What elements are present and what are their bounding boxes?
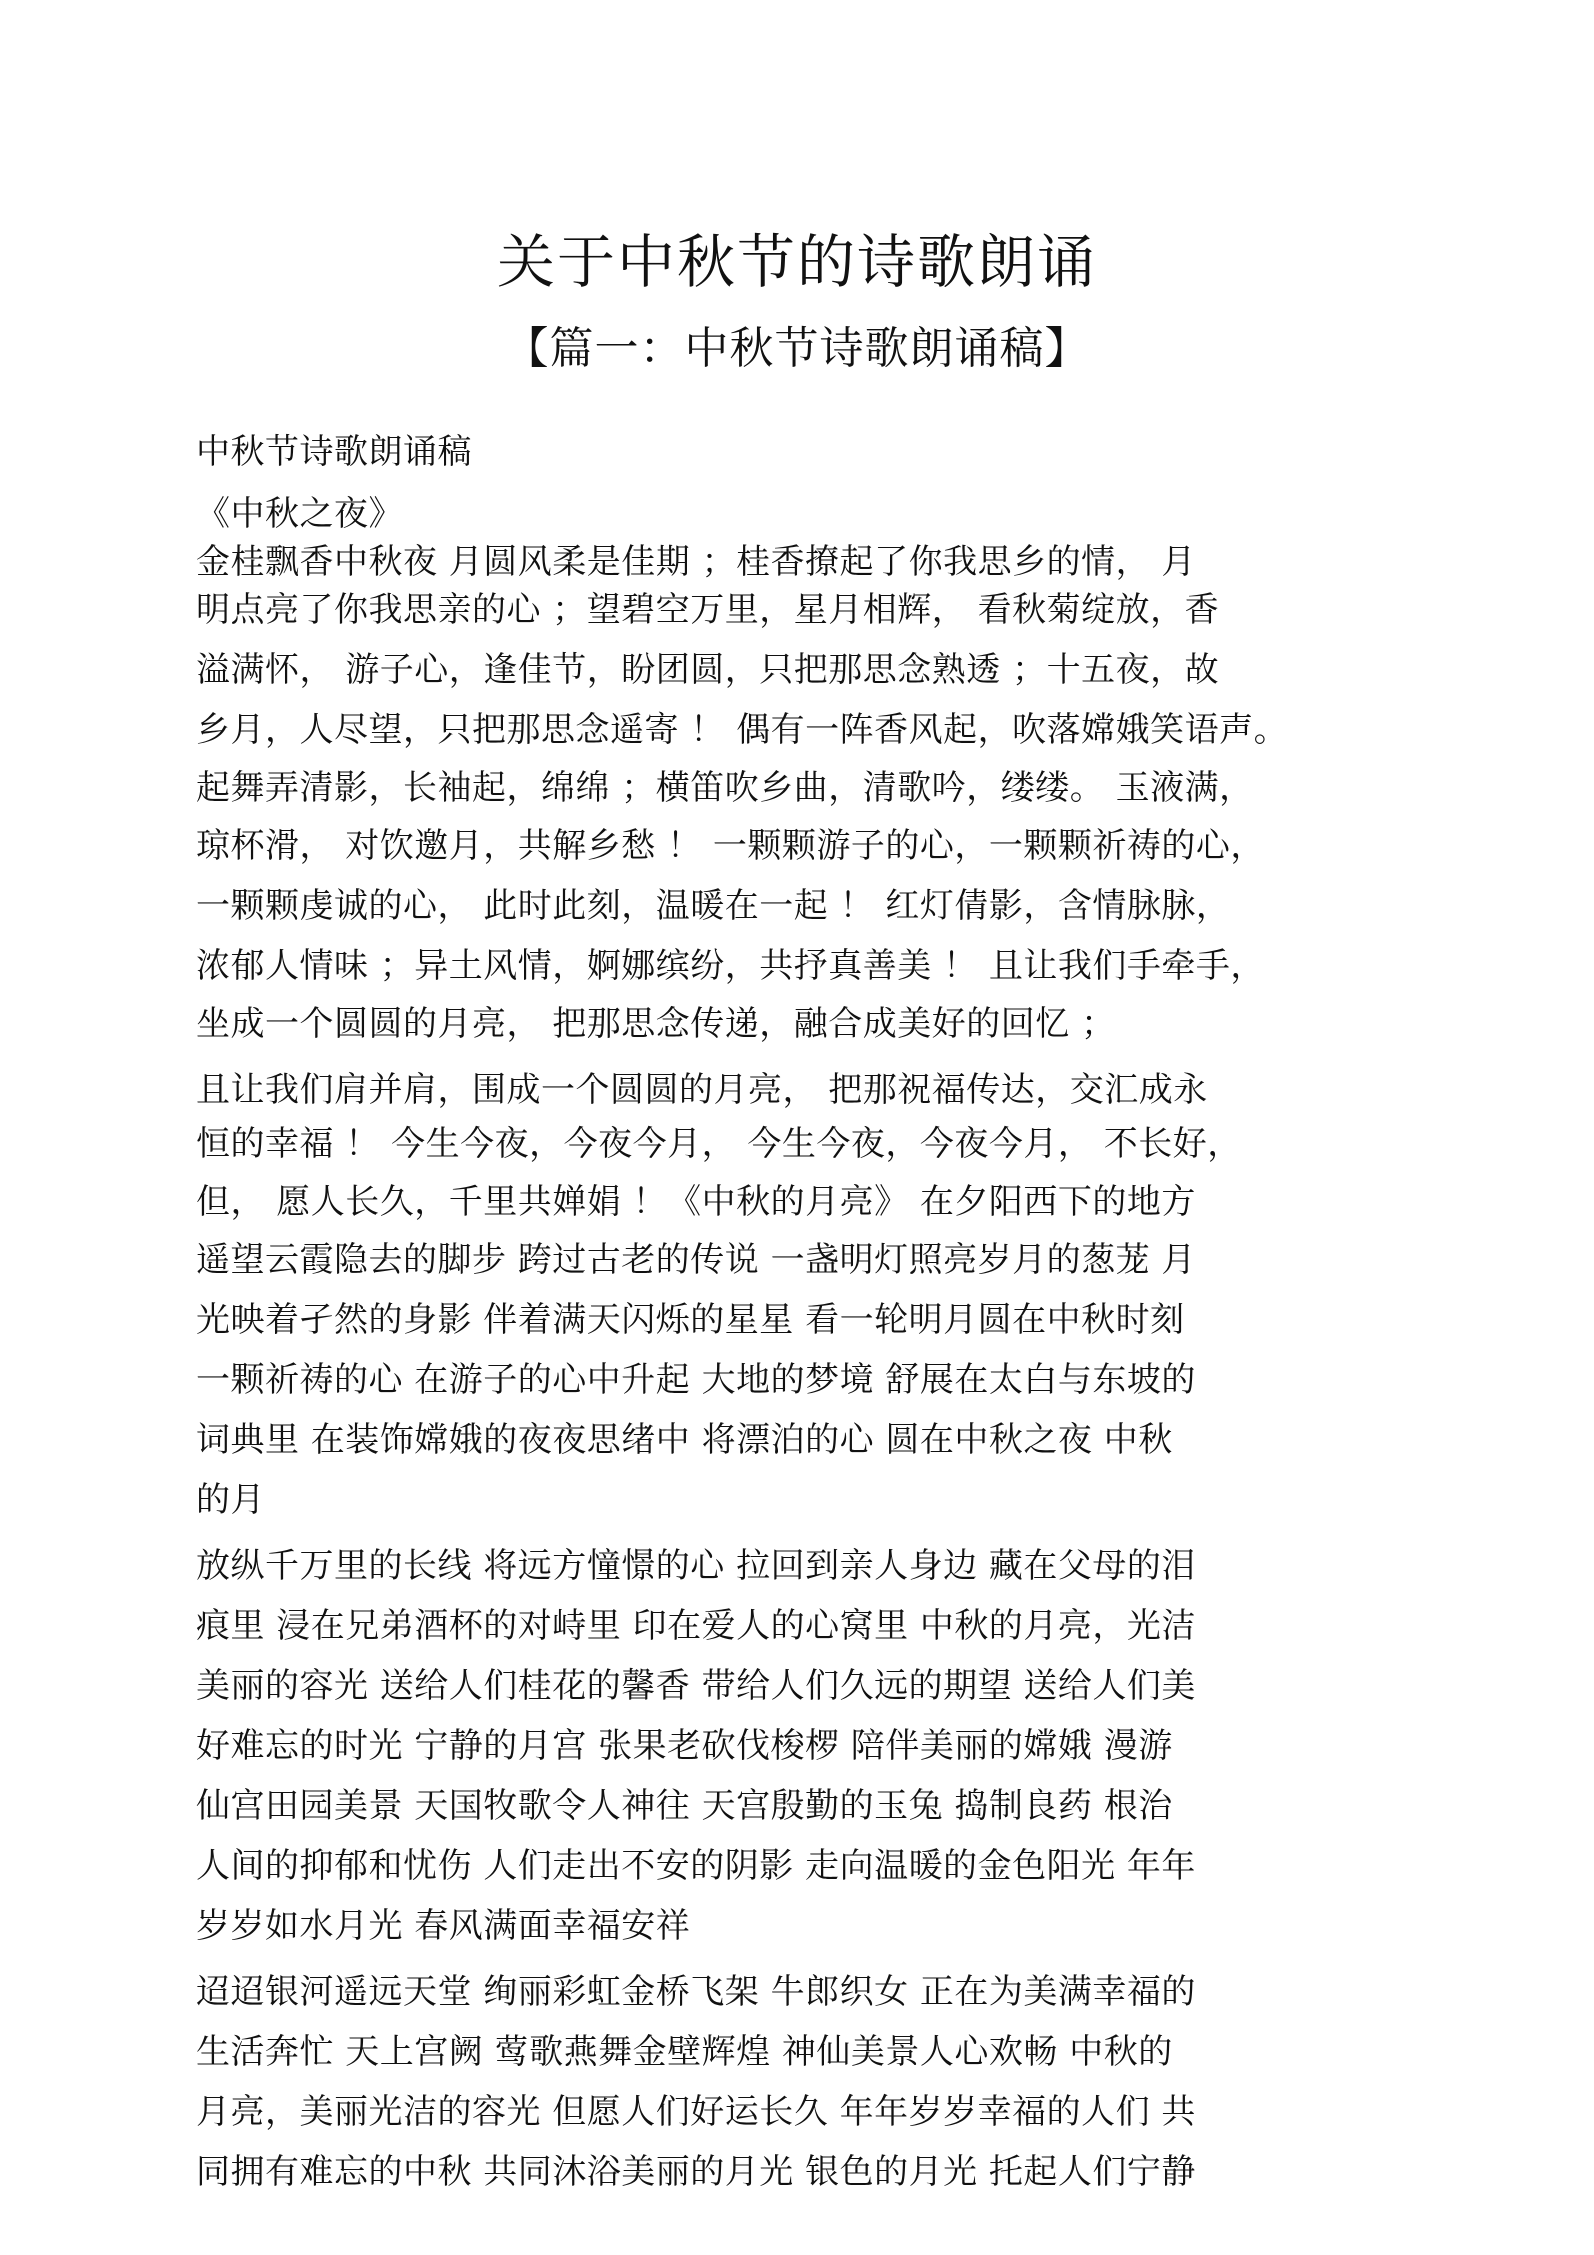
text-line: 浓郁人情味 ；异土风情，婀娜缤纷，共抒真善美 ！ 且让我们手牵手， xyxy=(196,946,1265,986)
text-line: 溢满怀， 游子心，逢佳节，盼团圆，只把那思念熟透 ；十五夜，故 xyxy=(196,650,1220,690)
text-line: 但， 愿人长久，千里共婵娟 ！《中秋的月亮》 在夕阳西下的地方 xyxy=(196,1182,1196,1222)
text-line: 《中秋之夜》 xyxy=(196,494,403,534)
text-line: 仙宫田园美景 天国牧歌令人神往 天宫殷勤的玉兔 捣制良药 根治 xyxy=(196,1786,1173,1826)
text-line: 岁岁如水月光 春风满面幸福安祥 xyxy=(196,1906,691,1946)
document-title: 关于中秋节的诗歌朗诵 xyxy=(496,228,1097,296)
document-subtitle: 【篇一：中秋节诗歌朗诵稿】 xyxy=(504,323,1090,374)
text-line: 月亮，美丽光洁的容光 但愿人们好运长久 年年岁岁幸福的人们 共 xyxy=(196,2092,1196,2132)
text-line: 坐成一个圆圆的月亮， 把那思念传递，融合成美好的回忆 ； xyxy=(196,1004,1116,1044)
text-line: 美丽的容光 送给人们桂花的馨香 带给人们久远的期望 送给人们美 xyxy=(196,1666,1196,1706)
text-line: 金桂飘香中秋夜 月圆风柔是佳期 ；桂香撩起了你我思乡的情， 月 xyxy=(196,542,1196,582)
text-line: 的月 xyxy=(196,1480,265,1520)
text-line: 痕里 浸在兄弟酒杯的对峙里 印在爱人的心窝里 中秋的月亮，光洁 xyxy=(196,1606,1196,1646)
text-line: 中秋节诗歌朗诵稿 xyxy=(196,432,472,472)
text-line: 一颗颗虔诚的心， 此时此刻，温暖在一起 ！ 红灯倩影，含情脉脉， xyxy=(196,886,1231,926)
text-line: 词典里 在装饰嫦娥的夜夜思绪中 将漂泊的心 圆在中秋之夜 中秋 xyxy=(196,1420,1173,1460)
text-line: 光映着孑然的身影 伴着满天闪烁的星星 看一轮明月圆在中秋时刻 xyxy=(196,1300,1185,1340)
text-line: 遥望云霞隐去的脚步 跨过古老的传说 一盏明灯照亮岁月的葱茏 月 xyxy=(196,1240,1196,1280)
text-line: 恒的幸福 ！ 今生今夜，今夜今月， 今生今夜，今夜今月， 不长好， xyxy=(196,1124,1242,1164)
text-line: 明点亮了你我思亲的心 ；望碧空万里，星月相辉， 看秋菊绽放，香 xyxy=(196,590,1220,630)
text-line: 且让我们肩并肩，围成一个圆圆的月亮， 把那祝福传达，交汇成永 xyxy=(196,1070,1208,1110)
text-line: 一颗祈祷的心 在游子的心中升起 大地的梦境 舒展在太白与东坡的 xyxy=(196,1360,1196,1400)
text-line: 人间的抑郁和忧伤 人们走出不安的阴影 走向温暖的金色阳光 年年 xyxy=(196,1846,1196,1886)
text-line: 起舞弄清影，长袖起，绵绵 ；横笛吹乡曲，清歌吟，缕缕。 玉液满， xyxy=(196,768,1254,808)
text-line: 生活奔忙 天上宫阙 莺歌燕舞金壁辉煌 神仙美景人心欢畅 中秋的 xyxy=(196,2032,1173,2072)
text-line: 迢迢银河遥远天堂 绚丽彩虹金桥飞架 牛郎织女 正在为美满幸福的 xyxy=(196,1972,1196,2012)
text-line: 乡月，人尽望，只把那思念遥寄 ！ 偶有一阵香风起，吹落嫦娥笑语声。 xyxy=(196,710,1289,750)
text-line: 琼杯滑， 对饮邀月，共解乡愁 ！ 一颗颗游子的心，一颗颗祈祷的心， xyxy=(196,826,1265,866)
text-line: 好难忘的时光 宁静的月宫 张果老砍伐梭椤 陪伴美丽的嫦娥 漫游 xyxy=(196,1726,1173,1766)
text-line: 放纵千万里的长线 将远方憧憬的心 拉回到亲人身边 藏在父母的泪 xyxy=(196,1546,1196,1586)
text-line: 同拥有难忘的中秋 共同沐浴美丽的月光 银色的月光 托起人们宁静 xyxy=(196,2152,1196,2192)
